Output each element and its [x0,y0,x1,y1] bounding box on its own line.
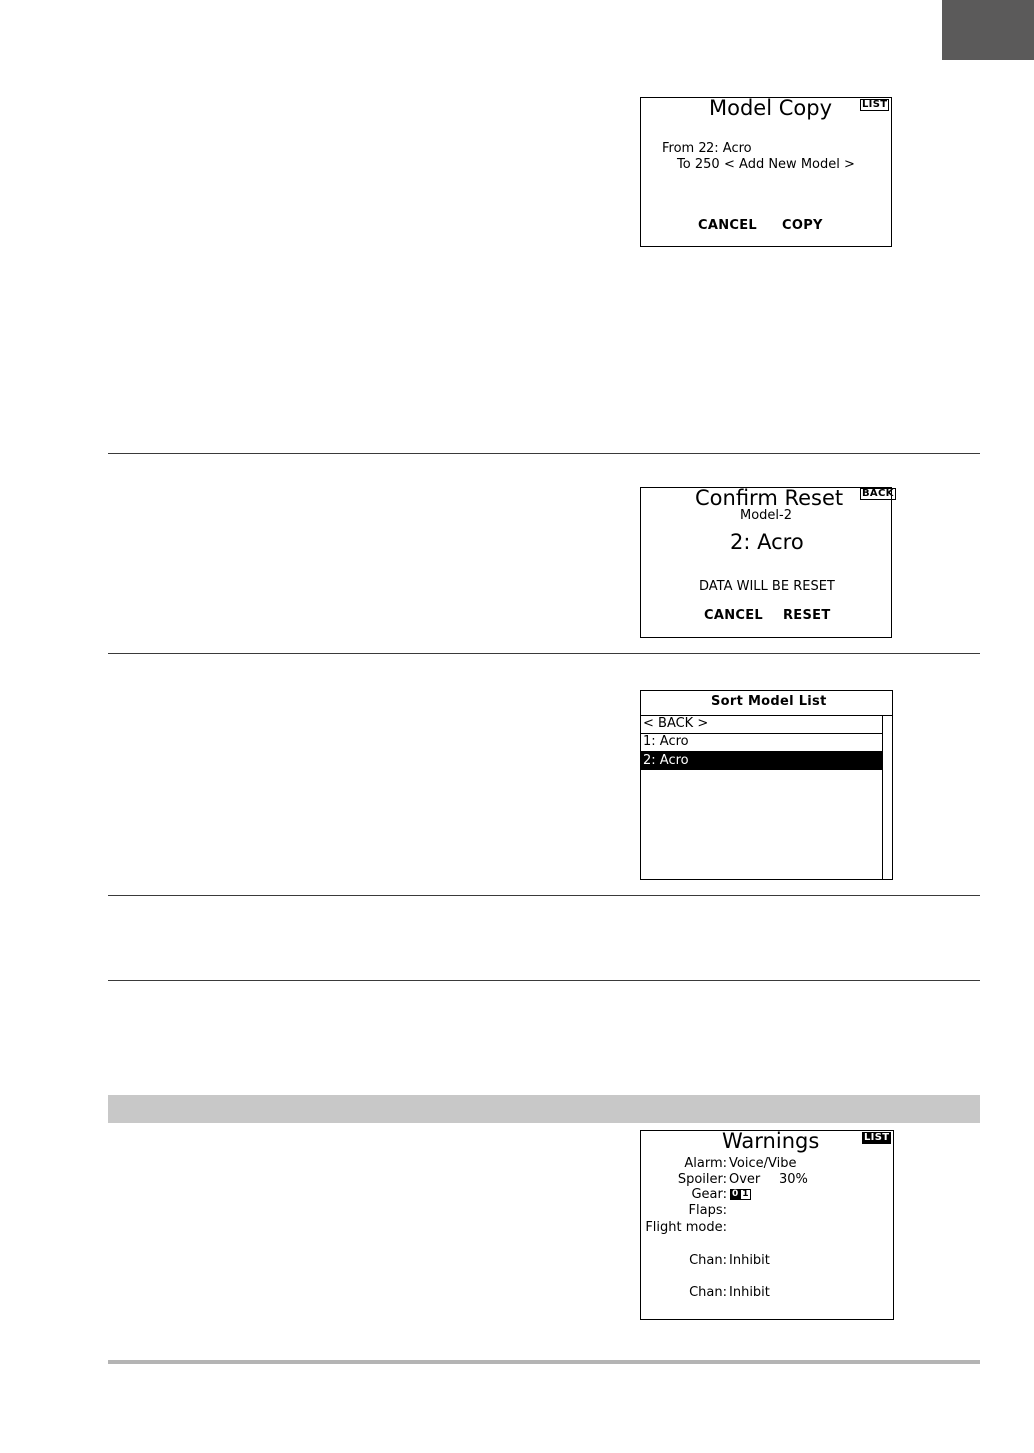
from-value[interactable]: 2: Acro [706,141,752,156]
model-copy-screen [640,97,892,247]
to-label: To 250 [677,157,720,172]
reset-button[interactable]: RESET [783,608,831,623]
footer-rule [108,1360,980,1364]
screen-title: Sort Model List [711,694,827,709]
scrollbar-track[interactable] [882,715,883,879]
spoiler-label: Spoiler: [677,1172,727,1187]
to-value[interactable]: < Add New Model > [724,157,855,172]
spoiler-value[interactable]: Over [729,1172,761,1187]
divider [108,653,980,654]
gear-label: Gear: [691,1187,727,1202]
section-tab-marker [942,0,1034,60]
cancel-button[interactable]: CANCEL [698,218,757,233]
list-item[interactable]: 1: Acro [643,734,689,749]
cancel-button[interactable]: CANCEL [704,608,763,623]
warnings-screen [640,1130,894,1320]
gear-position-1[interactable]: 1 [742,1189,749,1199]
sort-model-list-screen [640,690,893,880]
chan-value[interactable]: Inhibit [729,1253,770,1268]
copy-button[interactable]: COPY [782,218,823,233]
screen-title: Model Copy [709,96,832,120]
list-item-back[interactable]: < BACK > [643,716,709,731]
screen-title: Warnings [722,1129,820,1153]
model-subtitle: Model-2 [740,508,792,523]
list-badge[interactable]: LIST [864,1132,890,1143]
screen-title: Confirm Reset [695,486,844,510]
confirm-reset-screen [640,487,892,638]
divider [108,895,980,896]
gear-value[interactable] [730,1188,751,1201]
list-badge[interactable]: LIST [862,99,888,110]
chan-label: Chan: [689,1253,727,1268]
chan-value[interactable]: Inhibit [729,1285,770,1300]
divider [108,453,980,454]
alarm-label: Alarm: [684,1156,727,1171]
list-item-selected[interactable]: 2: Acro [641,752,882,770]
gear-position-0[interactable]: 0 [732,1189,739,1199]
reset-warning: DATA WILL BE RESET [699,579,835,594]
back-badge[interactable]: BACK [862,488,894,499]
model-name: 2: Acro [730,530,804,554]
flaps-label: Flaps: [688,1203,727,1218]
section-header-band [108,1095,980,1123]
from-label: From 2 [662,141,707,156]
divider [108,980,980,981]
alarm-value[interactable]: Voice/Vibe [729,1156,797,1171]
chan-label: Chan: [689,1285,727,1300]
flight-mode-label: Flight mode: [645,1220,727,1235]
spoiler-percent[interactable]: 30% [779,1172,808,1187]
